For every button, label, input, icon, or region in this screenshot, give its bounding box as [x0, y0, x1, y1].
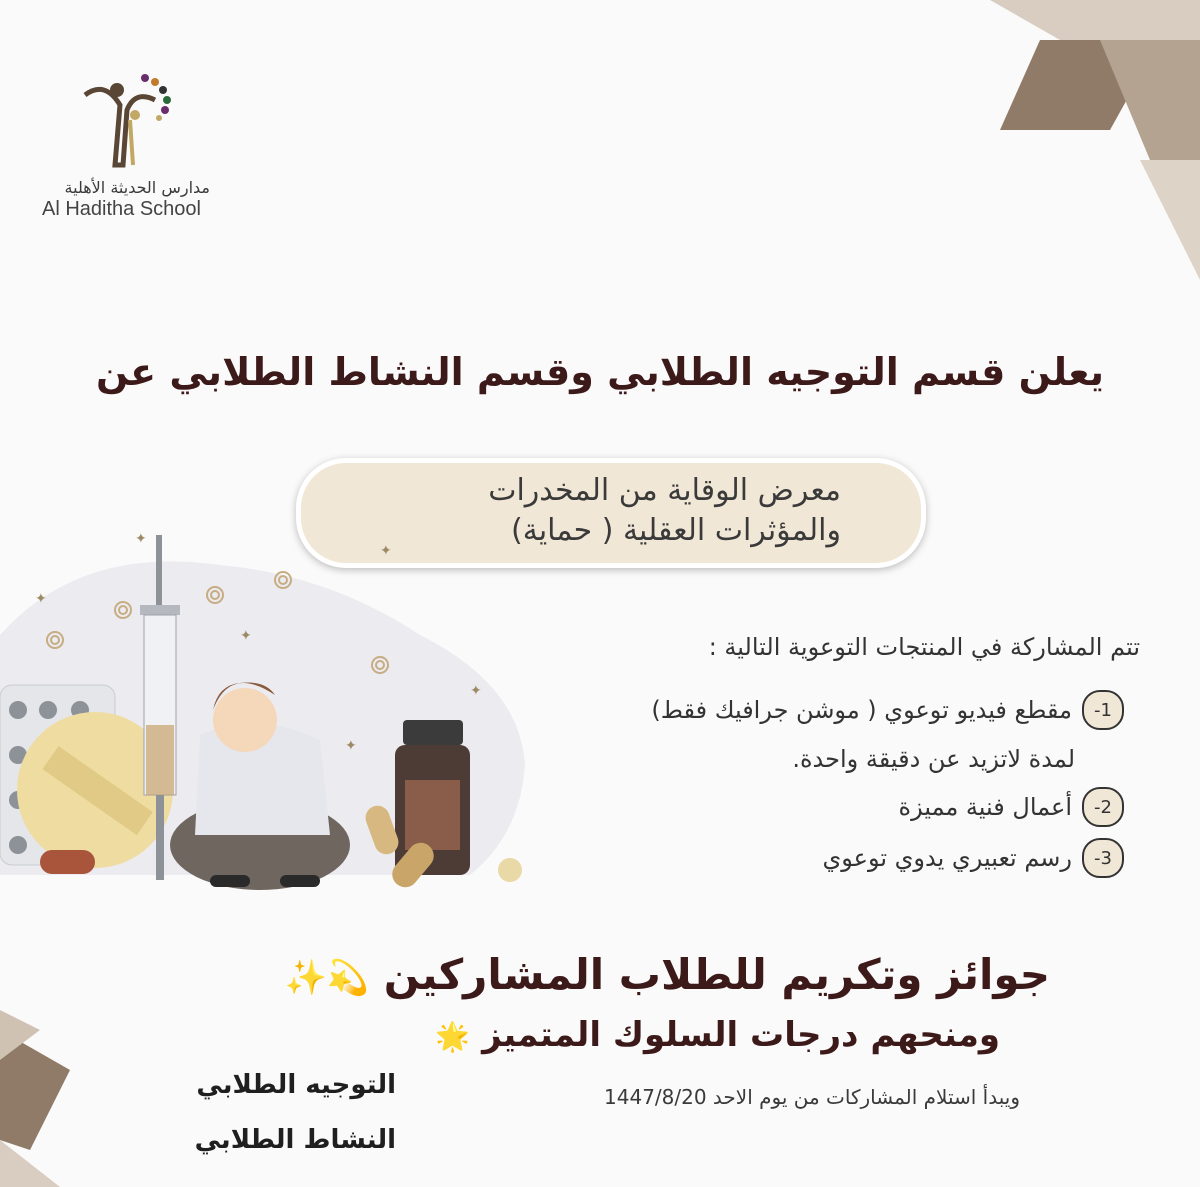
signature-activity: النشاط الطلابي: [194, 1125, 396, 1155]
drug-awareness-illustration: [0, 505, 560, 905]
list-item: [651, 690, 1124, 730]
sparkles-emoji: 💫✨: [284, 958, 370, 998]
svg-text:✦: ✦: [380, 543, 392, 559]
item-text: مقطع فيديو توعوي ( موشن جرافيك فقط): [651, 696, 1072, 724]
svg-text:✦: ✦: [135, 531, 147, 547]
exhibition-title-line1: معرض الوقاية من المخدرات: [488, 473, 841, 508]
item-number-badge: 1-: [1082, 690, 1124, 730]
svg-text:✦: ✦: [345, 738, 357, 754]
awards-subtitle: [435, 1015, 1000, 1055]
list-item: [899, 787, 1124, 827]
school-name-english: Al Haditha School: [42, 198, 201, 220]
svg-text:✦: ✦: [470, 683, 482, 699]
svg-text:✦: ✦: [35, 591, 47, 607]
school-logo-icon: [75, 70, 185, 170]
star-emoji: 🌟: [435, 1020, 471, 1053]
exhibition-title-line2: والمؤثرات العقلية ( حماية): [511, 513, 841, 548]
school-logo: [75, 70, 185, 170]
submission-start-notice: ويبدأ استلام المشاركات من يوم الاحد 1447/8/20: [604, 1085, 1020, 1109]
svg-text:✦: ✦: [240, 628, 252, 644]
signature-guidance: التوجيه الطلابي: [196, 1070, 396, 1100]
announcement-headline: يعلن قسم التوجيه الطلابي وقسم النشاط الطلابي عن: [95, 350, 1105, 394]
item-text: رسم تعبيري يدوي توعوي: [822, 844, 1072, 872]
school-name-arabic: مدارس الحديثة الأهلية: [64, 178, 210, 197]
awards-title-text: جوائز وتكريم للطلاب المشاركين: [383, 950, 1050, 999]
item-continuation: لمدة لاتزيد عن دقيقة واحدة.: [792, 745, 1075, 773]
awards-subtitle-text: ومنحهم درجات السلوك المتميز: [482, 1015, 1000, 1055]
item-number-badge: 2-: [1082, 787, 1124, 827]
awards-title: [285, 950, 1051, 999]
participation-intro: تتم المشاركة في المنتجات التوعوية التالية :: [708, 633, 1140, 661]
item-number-badge: 3-: [1082, 838, 1124, 878]
list-item: [822, 838, 1124, 878]
item-text: أعمال فنية مميزة: [898, 793, 1072, 821]
